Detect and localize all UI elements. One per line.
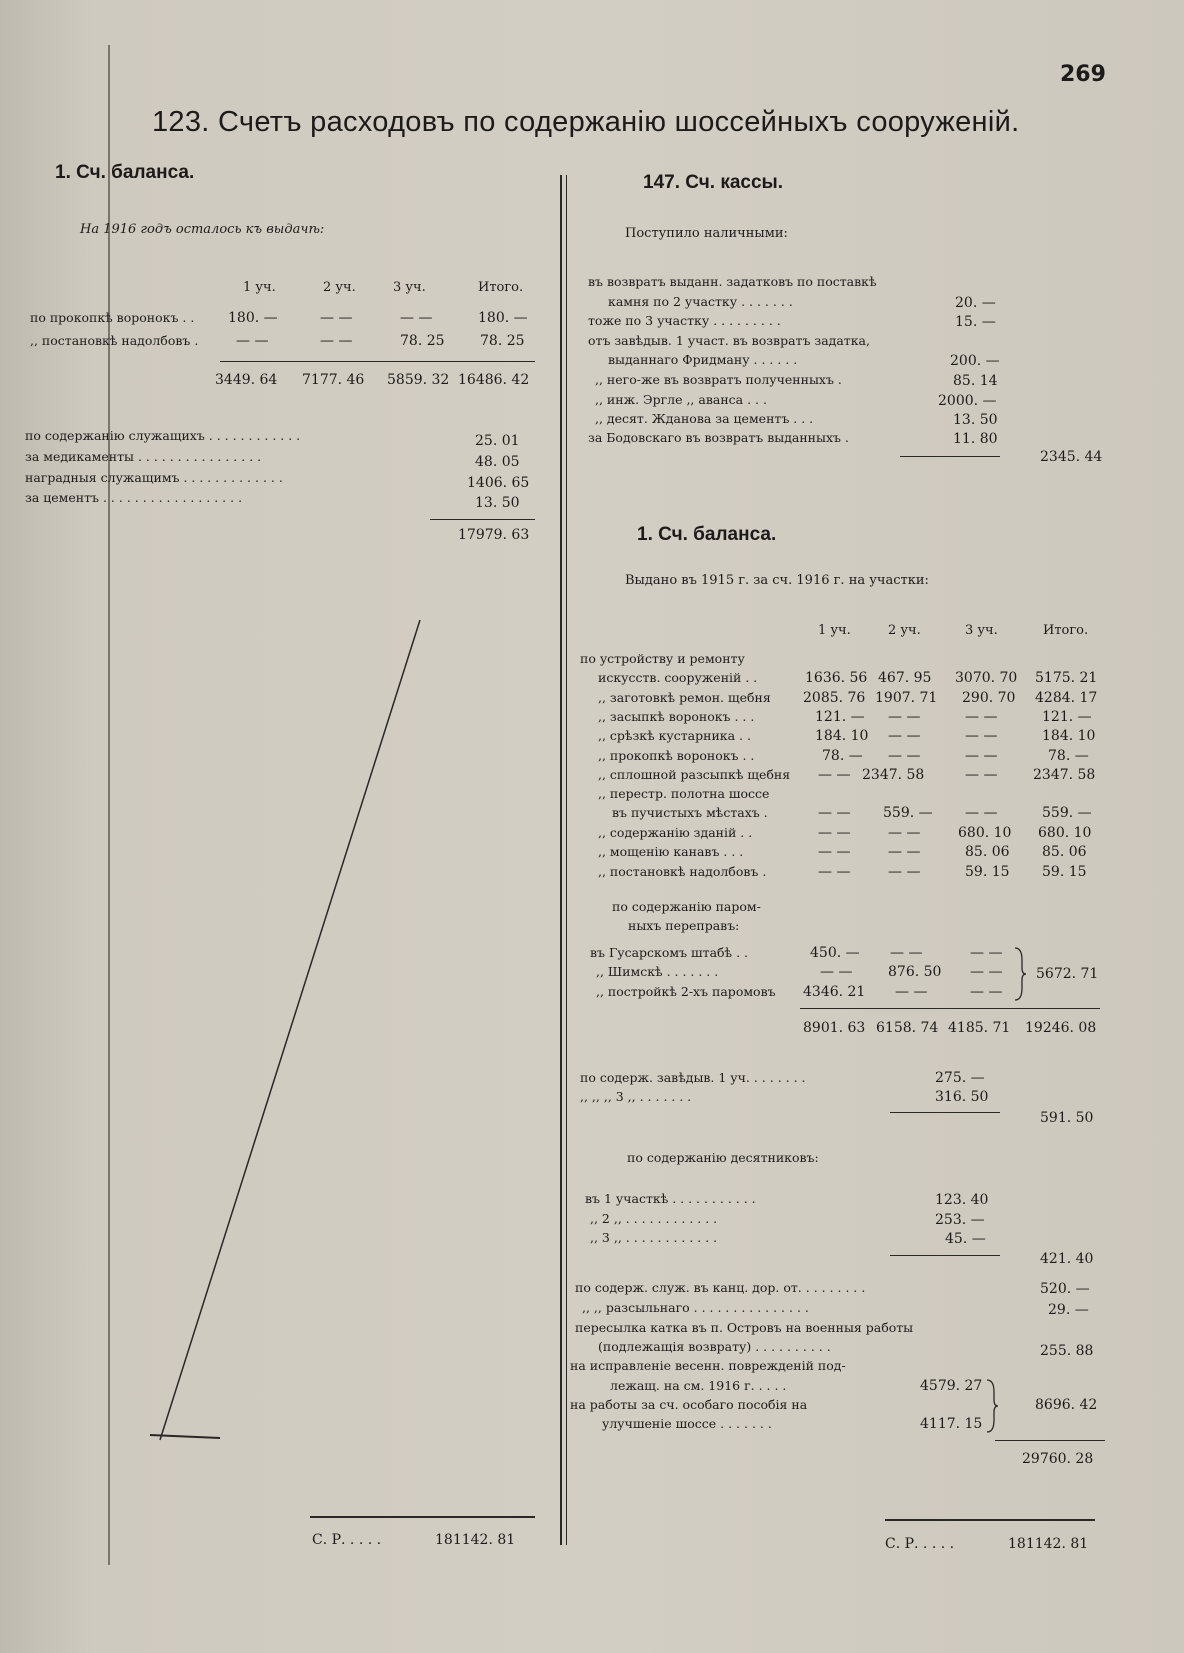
mgr-value: 316. 50: [935, 1089, 989, 1105]
misc-value: 255. 88: [1040, 1343, 1094, 1359]
left-total-c3: 5859. 32: [387, 372, 450, 388]
cancel-stroke: [140, 600, 460, 1460]
right-col-head-4: Итого.: [1043, 623, 1089, 638]
ferry-c3: — —: [970, 984, 1003, 1000]
works-c1: 2085. 76: [803, 690, 866, 706]
works-label: ,, прокопкѣ воронокъ . .: [598, 748, 755, 763]
works-c3: — —: [965, 767, 998, 783]
works-c2: 1907. 71: [875, 690, 938, 706]
right-sub-cash: Поступило наличными:: [625, 226, 788, 241]
works-c3: — —: [965, 748, 998, 764]
cash-total: 2345. 44: [1040, 449, 1103, 465]
misc-label: ,, ,, разсыльнаго . . . . . . . . . . . . . . .: [582, 1300, 809, 1315]
works-c1: 121. —: [815, 709, 865, 725]
works-c1: — —: [818, 864, 851, 880]
ferry-c3: — —: [970, 945, 1003, 961]
cash-value: 200. —: [950, 353, 1000, 369]
mgr-label: ,, ,, ,, 3 ,, . . . . . . .: [580, 1089, 692, 1104]
misc-value: 29. —: [1048, 1302, 1089, 1318]
item-value: 25. 01: [475, 433, 520, 449]
item-value: 13. 50: [475, 495, 520, 511]
rule: [890, 1255, 1000, 1256]
special-value: 4117. 15: [920, 1416, 983, 1432]
works-total-c1: 8901. 63: [803, 1020, 866, 1036]
cash-value: 13. 50: [953, 412, 998, 428]
works-total-c3: 4185. 71: [948, 1020, 1011, 1036]
right-col-head-2: 2 уч.: [888, 623, 921, 638]
works-c1: — —: [818, 844, 851, 860]
misc-label: по содерж. служ. въ канц. дор. от. . . . . . . . .: [575, 1280, 866, 1295]
cash-value: 85. 14: [953, 373, 998, 389]
works-c2: — —: [888, 825, 921, 841]
foremen-value: 123. 40: [935, 1192, 989, 1208]
foremen-total: 421. 40: [1040, 1251, 1094, 1267]
rule: [995, 1440, 1105, 1441]
rule: [220, 361, 535, 362]
row-label: ,, постановкѣ надолбовъ .: [30, 333, 199, 348]
right-col-head-3: 3 уч.: [965, 623, 998, 638]
works-label: ,, сплошной разсыпкѣ щебня: [598, 767, 791, 782]
right-col-head-1: 1 уч.: [818, 623, 851, 638]
cash-label: отъ завѣдыв. 1 участ. въ возвратъ задатка,: [588, 333, 870, 348]
works-c3: 3070. 70: [955, 670, 1018, 686]
works-c2: 2347. 58: [862, 767, 925, 783]
cash-value: 20. —: [955, 295, 996, 311]
cash-label: за Бодовскаго въ возвратъ выданныхъ .: [588, 430, 849, 445]
works-label: ,, перестр. полотна шоссе: [598, 786, 770, 801]
works-total: 2347. 58: [1033, 767, 1096, 783]
works-c1: — —: [818, 825, 851, 841]
column-divider-inner: [566, 175, 567, 1545]
item-value: 48. 05: [475, 454, 520, 470]
cash-value: 15. —: [955, 314, 996, 330]
works-label: ,, мощенію канавъ . . .: [598, 844, 744, 859]
works-c3: — —: [965, 728, 998, 744]
rule: [800, 1008, 1100, 1009]
works-label: ,, содержанію зданій . .: [598, 825, 753, 840]
left-carry-value: 181142. 81: [435, 1532, 516, 1548]
cash-value: 11. 80: [953, 431, 998, 447]
works-total: 59. 15: [1042, 864, 1087, 880]
works-label: ,, срѣзкѣ кустарника . .: [598, 728, 751, 743]
left-carry-label: С. Р. . . . .: [312, 1532, 382, 1548]
works-total: 184. 10: [1042, 728, 1096, 744]
item-label: за цементъ . . . . . . . . . . . . . . . . . .: [25, 490, 243, 505]
works-c3: — —: [965, 805, 998, 821]
foremen-value: 253. —: [935, 1212, 985, 1228]
rule: [900, 456, 1000, 457]
works-total: 4284. 17: [1035, 690, 1098, 706]
left-col-head-3: 3 уч.: [393, 280, 426, 295]
left-col-head-4: Итого.: [478, 280, 524, 295]
works-total: 78. —: [1048, 748, 1089, 764]
works-label: ,, заготовкѣ ремон. щебня: [598, 690, 771, 705]
works-c3: 680. 10: [958, 825, 1012, 841]
right-heading-cash: 147. Сч. кассы.: [643, 172, 784, 193]
works-label: въ пучистыхъ мѣстахъ .: [612, 805, 768, 820]
right-carry-value: 181142. 81: [1008, 1536, 1089, 1552]
ferry-c2: 876. 50: [888, 964, 942, 980]
mgr-label: по содерж. завѣдыв. 1 уч. . . . . . . .: [580, 1070, 806, 1085]
left-col-head-2: 2 уч.: [323, 280, 356, 295]
cash-label: въ возвратъ выданн. задатковъ по поставкѣ: [588, 274, 877, 289]
mgr-value: 275. —: [935, 1070, 985, 1086]
left-total-c1: 3449. 64: [215, 372, 278, 388]
foremen-label: ,, 3 ,, . . . . . . . . . . . .: [590, 1230, 718, 1245]
mgr-total: 591. 50: [1040, 1110, 1094, 1126]
rule: [885, 1519, 1095, 1521]
item-label: наградныя служащимъ . . . . . . . . . . . . .: [25, 470, 283, 485]
row-c1: — —: [236, 333, 269, 349]
left-heading: 1. Сч. баланса.: [55, 162, 195, 183]
repair-label-1: на исправленіе весенн. поврежденій под-: [570, 1358, 846, 1373]
works-total-c2: 6158. 74: [876, 1020, 939, 1036]
left-total-sum: 16486. 42: [458, 372, 530, 388]
cash-label: ,, него-же въ возвратъ полученныхъ .: [595, 372, 842, 387]
ferry-c1: 450. —: [810, 945, 860, 961]
works-total: 85. 06: [1042, 844, 1087, 860]
row-c3: — —: [400, 310, 433, 326]
row-c2: — —: [320, 310, 353, 326]
ferry-label: въ Гусарскомъ штабѣ . .: [590, 945, 748, 960]
works-total: 5175. 21: [1035, 670, 1098, 686]
works-c2: 467. 95: [878, 670, 932, 686]
works-c2: — —: [888, 728, 921, 744]
right-carry-label: С. Р. . . . .: [885, 1536, 955, 1552]
works-c1: 184. 10: [815, 728, 869, 744]
misc-value: 520. —: [1040, 1281, 1090, 1297]
ferry-c2: — —: [895, 984, 928, 1000]
item-label: за медикаменты . . . . . . . . . . . . . . . .: [25, 449, 262, 464]
works-c2: — —: [888, 748, 921, 764]
ferry-brace: [1013, 946, 1027, 1002]
works-label: ,, засыпкѣ воронокъ . . .: [598, 709, 755, 724]
ferry-c3: — —: [970, 964, 1003, 980]
cash-label: камня по 2 участку . . . . . . .: [608, 294, 793, 309]
right-sub-balance: Выдано въ 1915 г. за сч. 1916 г. на участки:: [625, 573, 929, 588]
row-label: по прокопкѣ воронокъ . .: [30, 310, 195, 325]
left-total-c2: 7177. 46: [302, 372, 365, 388]
foremen-label: въ 1 участкѣ . . . . . . . . . . .: [585, 1191, 756, 1206]
special-label-2: улучшеніе шоссе . . . . . . .: [602, 1416, 772, 1431]
works-label: ,, постановкѣ надолбовъ .: [598, 864, 767, 879]
misc-label: пересылка катка въ п. Островъ на военныя работы: [575, 1320, 914, 1335]
row-c2: — —: [320, 333, 353, 349]
works-label: искусств. сооруженій . .: [598, 670, 758, 685]
left-subheading: На 1916 годъ осталось къ выдачѣ:: [80, 222, 325, 237]
item-value: 1406. 65: [467, 475, 530, 491]
ferry-c1: 4346. 21: [803, 984, 866, 1000]
rule: [310, 1516, 535, 1518]
repair-label-2: лежащ. на см. 1916 г. . . . .: [610, 1378, 787, 1393]
works-c2: — —: [888, 864, 921, 880]
row-c1: 180. —: [228, 310, 278, 326]
cash-label: тоже по 3 участку . . . . . . . . .: [588, 313, 781, 328]
works-c3: 85. 06: [965, 844, 1010, 860]
ferry-c2: — —: [890, 945, 923, 961]
works-c3: — —: [965, 709, 998, 725]
foremen-value: 45. —: [945, 1231, 986, 1247]
repair-special-total: 8696. 42: [1035, 1397, 1098, 1413]
cash-label: ,, инж. Эргле ,, аванса . . .: [595, 392, 767, 407]
cash-value: 2000. —: [938, 393, 997, 409]
works-c2: 559. —: [883, 805, 933, 821]
works-total: 559. —: [1042, 805, 1092, 821]
works-label: по устройству и ремонту: [580, 651, 745, 666]
ferry-total: 5672. 71: [1036, 966, 1099, 982]
left-col-head-1: 1 уч.: [243, 280, 276, 295]
repair-value: 4579. 27: [920, 1378, 983, 1394]
page-number: 269: [1060, 62, 1106, 87]
rule: [430, 519, 535, 520]
ferry-heading-1: по содержанію паром-: [612, 899, 761, 914]
works-c3: 290. 70: [962, 690, 1016, 706]
works-c2: — —: [888, 709, 921, 725]
row-total: 180. —: [478, 310, 528, 326]
right-heading-balance: 1. Сч. баланса.: [637, 524, 777, 545]
ferry-c1: — —: [820, 964, 853, 980]
page-gutter: [108, 45, 110, 1565]
row-c3: 78. 25: [400, 333, 445, 349]
page-title: 123. Счетъ расходовъ по содержанію шоссейныхъ сооруженій.: [152, 106, 1020, 138]
rule: [890, 1112, 1000, 1113]
works-total: 680. 10: [1038, 825, 1092, 841]
works-c1: — —: [818, 767, 851, 783]
works-c1: 78. —: [822, 748, 863, 764]
foremen-label: ,, 2 ,, . . . . . . . . . . . .: [590, 1211, 718, 1226]
row-total: 78. 25: [480, 333, 525, 349]
ferry-label: ,, постройкѣ 2-хъ паромовъ: [596, 984, 776, 999]
works-c2: — —: [888, 844, 921, 860]
cash-label: ,, десят. Жданова за цементъ . . .: [595, 411, 814, 426]
column-divider: [560, 175, 562, 1545]
item-label: по содержанію служащихъ . . . . . . . . . . . .: [25, 428, 301, 443]
repair-brace: [985, 1378, 999, 1434]
cash-label: выданнаго Фридману . . . . . .: [608, 352, 798, 367]
ferry-label: ,, Шимскѣ . . . . . . .: [596, 964, 719, 979]
works-total: 121. —: [1042, 709, 1092, 725]
works-c1: — —: [818, 805, 851, 821]
special-label-1: на работы за сч. особаго пособія на: [570, 1397, 808, 1412]
foremen-heading: по содержанію десятниковъ:: [627, 1150, 819, 1165]
left-sum: 17979. 63: [458, 527, 530, 543]
grand-total: 29760. 28: [1022, 1451, 1094, 1467]
ferry-heading-2: ныхъ переправъ:: [628, 918, 740, 933]
works-c1: 1636. 56: [805, 670, 868, 686]
works-c3: 59. 15: [965, 864, 1010, 880]
misc-label: (подлежащія возврату) . . . . . . . . . .: [598, 1339, 831, 1354]
works-total-sum: 19246. 08: [1025, 1020, 1097, 1036]
